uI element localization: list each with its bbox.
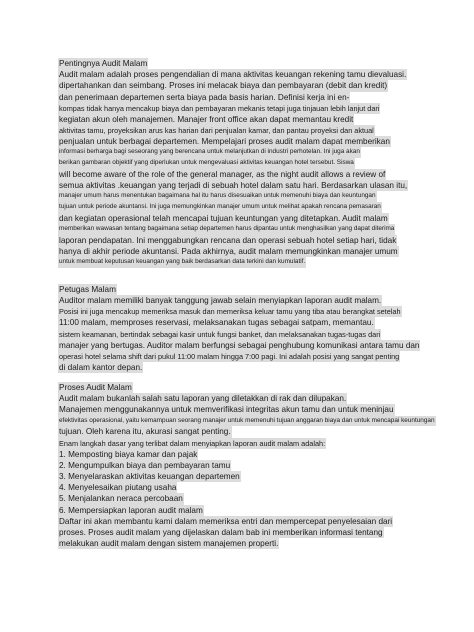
paragraph-line: semua aktivitas .keuangan yang terjadi di sebuah hotel dalam satu hari. Berdasarkan ulasan itu, (59, 181, 408, 191)
paragraph-line: Manajemen menggunakannya untuk memverifikasi integritas akun tamu dan untuk meninjau (59, 405, 394, 415)
paragraph-line: 11:00 malam, memproses reservasi, melaksanakan tugas sebagai satpam, memantau. (59, 318, 374, 328)
paragraph-line: tujuan. Oleh karena itu, akurasi sangat penting. (59, 427, 231, 437)
paragraph-line: Posisi ini juga mencakup memeriksa masuk dan memeriksa keluar tamu yang tiba atau berangkat setelah (59, 307, 401, 317)
paragraph-line: operasi hotel selama shift dari pukul 11:00 malam hingga 7:00 pagi. Ini adalah posisi yang sangat penting (59, 351, 400, 361)
paragraph-line: untuk membuat keputusan keuangan yang baik berdasarkan data terkini dan kumulatif. (58, 257, 306, 268)
section-heading: Proses Audit Malam (59, 383, 132, 392)
paragraph-line: proses. Proses audit malam yang dijelaskan dalam bab ini memberikan informasi tentang (59, 528, 383, 538)
paragraph-line: kegiatan akun oleh manajemen. Manajer front office akan dapat memantau kredit (59, 114, 354, 124)
paragraph-line: 6. Mempersiapkan laporan audit malam (59, 505, 203, 515)
section-heading: Pentingnya Audit Malam (59, 59, 148, 68)
paragraph-line: tujuan untuk periode akuntansi. Ini juga memungkinkan manajer umum untuk melihat apakah rencana pemasaran (58, 202, 382, 213)
paragraph-line: memberikan wawasan tentang bagaimana setiap departemen harus dipantau untuk menghasilkan yang dapat diterima (58, 224, 395, 235)
paragraph-line: berikan gambaran objektif yang diperlukan untuk mengevaluasi aktivitas keuangan hotel tersebut. Siswa (58, 158, 355, 169)
paragraph-line: Enam langkah dasar yang terlibat dalam menyiapkan laporan audit malam adalah: (59, 438, 326, 448)
section-heading: Petugas Malam (59, 285, 116, 294)
paragraph-line: melakukan audit malam dengan sistem manajemen properti. (59, 539, 279, 549)
paragraph-line: Audit malam adalah proses pengendalian di mana aktivitas keuangan rekening tamu dievaluasi. (59, 70, 407, 80)
paragraph-line: hanya di akhir periode akuntansi. Pada akhirnya, audit malam memungkinkan manajer umum (59, 247, 398, 257)
paragraph-line: kompas tidak hanya mencakup biaya dan pembayaran mekanis tetapi juga tinjauan lebih lanjut dari (59, 103, 380, 113)
paragraph-line: will become aware of the role of the general manager, as the night audit allows a review of (59, 169, 386, 179)
paragraph-line: informasi berharga bagi seseorang yang berencana untuk melanjutkan di industri perhotelan. Ini juga akan (58, 147, 361, 158)
paragraph-line: aktivitas tamu, proyeksikan arus kas harian dari penjualan kamar, dan pantau proyeksi dan aktual (59, 126, 374, 136)
paragraph-line: Daftar ini akan membantu kami dalam memeriksa entri dan mempercepat penyelesaian dari (59, 516, 393, 526)
paragraph-line: dan penerimaan departemen serta biaya pada basis harian. Definisi kerja ini en- (59, 92, 350, 102)
paragraph-line: 2. Mengumpulkan biaya dan pembayaran tamu (59, 460, 231, 470)
paragraph-line: 3. Menyelaraskan aktivitas keuangan departemen (59, 472, 240, 482)
paragraph-line: penjualan untuk berbagai departemen. Mempelajari proses audit malam dapat memberikan (59, 137, 390, 147)
paragraph-line: Auditor malam memiliki banyak tanggung jawab selain menyiapkan laporan audit malam. (59, 296, 382, 306)
paragraph-line: dipertahankan dan seimbang. Proses ini melacak biaya dan pembayaran (debit dan kredit) (59, 81, 388, 91)
paragraph-line: 4. Menyelesaikan piutang usaha (59, 483, 177, 493)
paragraph-line: Audit malam bukanlah salah satu laporan yang diletakkan di rak dan dilupakan. (59, 394, 347, 404)
paragraph-line: dan kegiatan operasional telah mencapai tujuan keuntungan yang ditetapkan. Audit malam (59, 213, 388, 223)
section-proses-audit-malam (58, 382, 464, 549)
paragraph-line: laporan pendapatan. Ini menggabungkan rencana dan operasi sebuah hotel setiap hari, tidak (59, 235, 397, 245)
section-petugas-malam (58, 284, 464, 373)
section-pentingnya-audit-malam (58, 58, 464, 268)
paragraph-line: di dalam kantor depan. (59, 362, 143, 372)
paragraph-line: manajer umum harus menentukan bagaimana hal itu harus disesuaikan untuk memenuhi biaya dan keuntungan (58, 191, 377, 202)
paragraph-line: 5. Menjalankan neraca percobaan (59, 494, 183, 504)
section-body (58, 295, 464, 373)
paragraph-line: efektivitas operasional, yaitu kemampuan seorang manajer untuk memenuhi tujuan anggaran biaya dan untuk mencapai keuntungan (58, 416, 436, 427)
paragraph-line: 1. Memposting biaya kamar dan pajak (59, 449, 198, 459)
section-body (58, 69, 464, 268)
paragraph-line: sistem keamanan, bertindak sebagai kasir untuk fungsi banket, dan melaksanakan tugas-tugas dari (59, 329, 381, 339)
section-body (58, 393, 464, 549)
paragraph-line: manajer yang bertugas. Auditor malam berfungsi sebagai penghubung komunikasi antara tamu dan (59, 340, 420, 350)
